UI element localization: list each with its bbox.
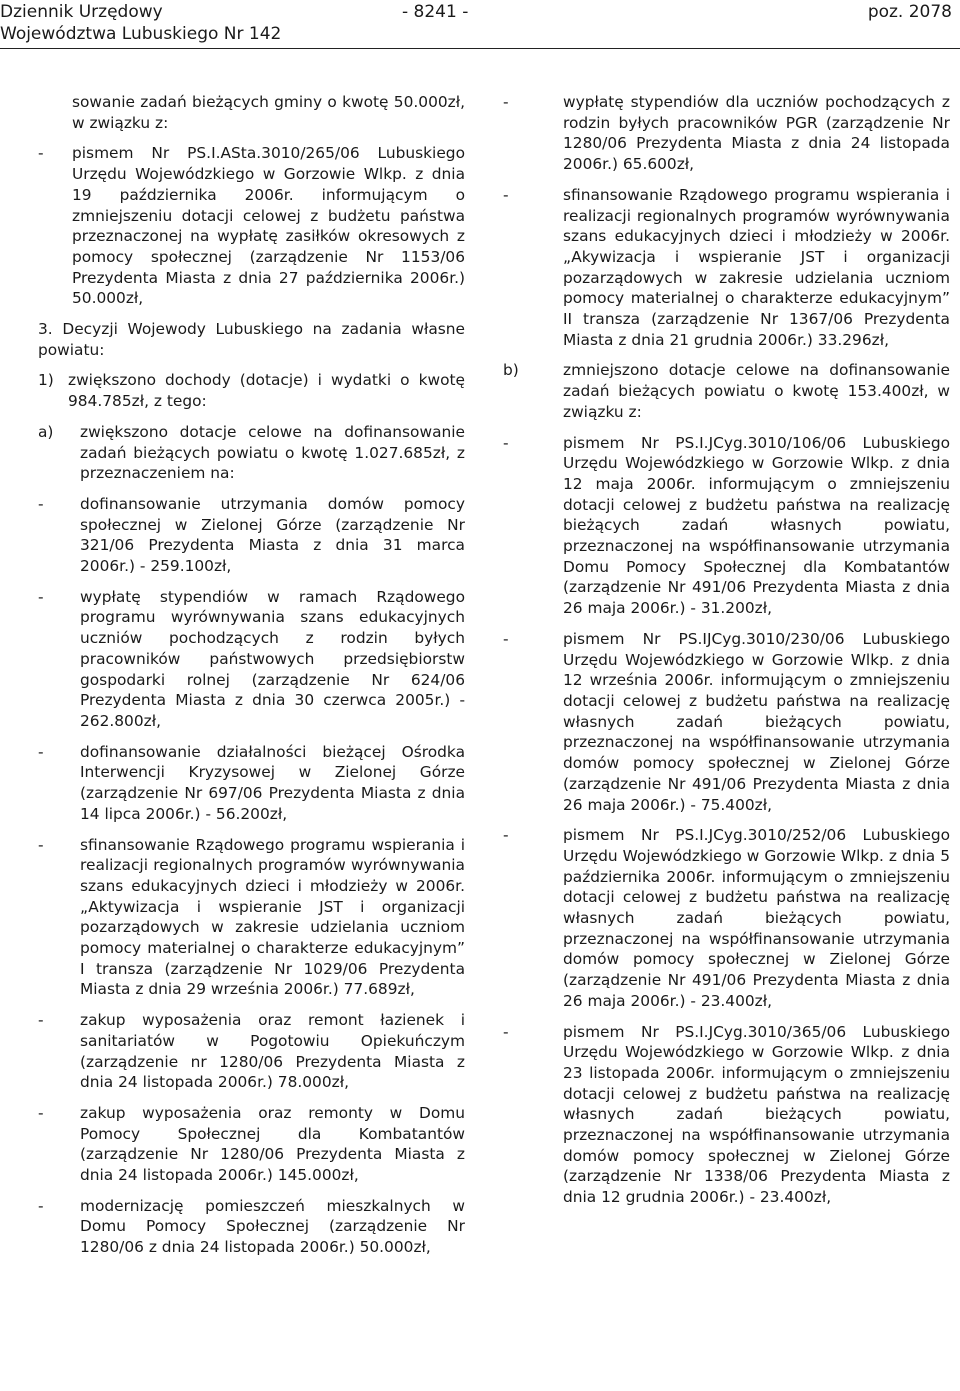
- item-text: pismem Nr PS.I.ASta.3010/265/06 Lubuskiego Urzędu Wojewódzkiego w Gorzowie Wlkp. z dnia 19 października 2006r. informującym o zmniejszeniu dotacji celowej z budżetu państwa przeznaczonej na wypłatę zasiłków okresowych z pomocy społecznej (zarządzenie Nr 1153/06 Prezydenta Miasta z dnia 27 października 2006r.) 50.000zł,: [72, 144, 465, 308]
- journal-title: Dziennik Urzędowy: [0, 2, 163, 22]
- item-text: sfinansowanie Rządowego programu wspierania i realizacji regionalnych programów wyrównywania szans edukacyjnych dzieci i młodzieży w 2006r. „Aktywizacja i wspieranie JST i organizacji pozarządowych w zakresie udzielania uczniom pomocy materialnej o charakterze edukacyjnym” I transza (zarządzenie Nr 1029/06 Prezydenta Miasta z dnia 29 września 2006r.) 77.689zł,: [80, 835, 465, 999]
- list-item: [38, 370, 465, 411]
- item-text: wypłatę stypendiów w ramach Rządowego programu wyrównywania szans edukacyjnych uczniów pochodzących z rodzin byłych pracowników państwowych przedsiębiorstw gospodarki rolnej (zarządzenie Nr 624/06 Prezydenta Miasta z dnia 30 czerwca 2005r.) - 262.800zł,: [80, 587, 465, 730]
- item-text: zwiększono dotacje celowe na dofinansowanie zadań bieżących powiatu o kwotę 1.027.685zł, z przeznaczeniem na:: [80, 422, 465, 483]
- list-item: [38, 587, 465, 732]
- list-item: [38, 143, 465, 309]
- list-item: [503, 92, 950, 175]
- list-item: [503, 825, 950, 1011]
- item-text: zakup wyposażenia oraz remont łazienek i sanitariatów w Pogotowiu Opiekuńczym (zarządzenie nr 1280/06 Prezydenta Miasta z dnia 24 listopada 2006r.) 78.000zł,: [80, 1011, 465, 1092]
- item-text: zwiększono dochody (dotacje) i wydatki o kwotę 984.785zł, z tego:: [68, 371, 465, 411]
- list-marker: b): [503, 361, 519, 380]
- item-text: sfinansowanie Rządowego programu wspierania i realizacji regionalnych programów wyrównywania szans edukacyjnych dzieci i młodzieży w 2006r. „Akywizacja i wspieranie JST i organizacji pozarządowych w zakresie udzielania uczniom pomocy materialnej o charakterze edukacyjnym” II transza (zarządzenie Nr 1367/06 Prezydenta Miasta z dnia 21 grudnia 2006r.) 33.296zł,: [563, 185, 950, 349]
- list-item: [503, 360, 950, 422]
- paragraph-gap: [503, 350, 950, 360]
- list-marker: 1): [38, 371, 54, 390]
- item-text: wypłatę stypendiów dla uczniów pochodzących z rodzin byłych pracowników PGR (zarządzenie Nr 1280/06 Prezydenta Miasta z dnia 24 listopada 2006r.) 65.600zł,: [563, 93, 950, 174]
- page-number: - 8241 -: [402, 2, 469, 22]
- list-marker: -: [38, 587, 44, 606]
- list-item: [38, 835, 465, 1001]
- paragraph-gap: [38, 133, 465, 143]
- list-item: [503, 1022, 950, 1208]
- item-text: 3. Decyzji Wojewody Lubuskiego na zadania własne powiatu:: [38, 320, 465, 359]
- paragraph: [38, 319, 465, 360]
- list-marker: -: [38, 1103, 44, 1122]
- list-marker: -: [503, 629, 509, 648]
- list-marker: -: [503, 433, 509, 452]
- paragraph-gap: [503, 423, 950, 433]
- position-number: poz. 2078: [867, 2, 952, 22]
- left-column: [38, 92, 465, 1258]
- item-text: sowanie zadań bieżących gminy o kwotę 50.000zł, w związku z:: [72, 93, 465, 132]
- paragraph-gap: [38, 309, 465, 319]
- list-item: [38, 1103, 465, 1186]
- list-item: [503, 433, 950, 619]
- paragraph-gap: [38, 360, 465, 370]
- paragraph-gap: [38, 1186, 465, 1196]
- list-item: [38, 742, 465, 825]
- list-item: [38, 1196, 465, 1258]
- paragraph-gap: [38, 732, 465, 742]
- paragraph-gap: [503, 175, 950, 185]
- paragraph: [38, 92, 465, 133]
- list-marker: -: [38, 494, 44, 513]
- list-marker: -: [38, 742, 44, 761]
- header-divider: [0, 48, 960, 49]
- journal-issue: Województwa Lubuskiego Nr 142: [0, 24, 282, 44]
- list-marker: -: [38, 835, 44, 854]
- item-text: pismem Nr PS.IJCyg.3010/230/06 Lubuskiego Urzędu Wojewódzkiego w Gorzowie Wlkp. z dnia 12 września 2006r. informującym o zmniejszeniu dotacji celowej z budżetu państwa na realizację własnych zadań bieżących powiatu, przeznaczonej na współfinansowanie utrzymania domów pomocy społecznej w Zielonej Górze (zarządzenie Nr 491/06 Prezydenta Miasta z dnia 26 maja 2006r.) - 75.400zł,: [563, 629, 950, 814]
- paragraph-gap: [38, 577, 465, 587]
- paragraph-gap: [38, 484, 465, 494]
- list-item: [503, 185, 950, 351]
- list-marker: -: [503, 1022, 509, 1041]
- item-text: modernizację pomieszczeń mieszkalnych w Domu Pomocy Społecznej (zarządzenie Nr 1280/06 z dnia 24 listopada 2006r.) 50.000zł,: [80, 1196, 465, 1257]
- item-text: dofinansowanie działalności bieżącej Ośrodka Interwencji Kryzysowej w Zielonej Górze (zarządzenie Nr 697/06 Prezydenta Miasta z dnia 14 lipca 2006r.) - 56.200zł,: [80, 742, 465, 823]
- item-text: pismem Nr PS.I.JCyg.3010/252/06 Lubuskiego Urzędu Wojewódzkiego w Gorzowie Wlkp. z dnia 5 października 2006r. informującym o zmniejszeniu dotacji celowej z budżetu państwa na realizację własnych zadań bieżących powiatu, przeznaczonej na współfinansowanie utrzymania domów pomocy społecznej w Zielonej Górze (zarządzenie Nr 491/06 Prezydenta Miasta z dnia 26 maja 2006r.) - 23.400zł,: [563, 826, 950, 1010]
- list-marker: -: [503, 826, 509, 845]
- paragraph-gap: [503, 815, 950, 825]
- list-marker: -: [38, 1196, 44, 1215]
- item-text: zmniejszono dotacje celowe na dofinansowanie zadań bieżących powiatu o kwotę 153.400zł, w związku z:: [563, 361, 950, 421]
- paragraph-gap: [38, 1000, 465, 1010]
- list-marker: -: [503, 185, 509, 204]
- paragraph-gap: [503, 619, 950, 629]
- list-item: [38, 1010, 465, 1093]
- list-marker: a): [38, 422, 54, 441]
- paragraph-gap: [38, 825, 465, 835]
- item-text: pismem Nr PS.I.JCyg.3010/106/06 Lubuskiego Urzędu Wojewódzkiego w Gorzowie Wlkp. z dnia 12 maja 2006r. informującym o zmniejszeniu dotacji celowej z budżetu państwa na realizację bieżących zadań własnych powiatu, przeznaczonej na współfinansowanie utrzymania Domu Pomocy Społecznej dla Kombatantów (zarządzenie Nr 491/06 Prezydenta Miasta z dnia 26 maja 2006r.) - 31.200zł,: [563, 433, 950, 618]
- paragraph-gap: [38, 412, 465, 422]
- right-column: [503, 92, 950, 1208]
- list-marker: -: [38, 144, 44, 163]
- list-item: [38, 422, 465, 484]
- list-marker: -: [38, 1011, 44, 1030]
- list-item: [38, 494, 465, 577]
- list-item: [503, 629, 950, 815]
- item-text: zakup wyposażenia oraz remonty w Domu Pomocy Społecznej dla Kombatantów (zarządzenie Nr 1280/06 Prezydenta Miasta z dnia 24 listopada 2006r.) 145.000zł,: [80, 1103, 465, 1185]
- paragraph-gap: [503, 1012, 950, 1022]
- list-marker: -: [503, 93, 509, 111]
- item-text: pismem Nr PS.I.JCyg.3010/365/06 Lubuskiego Urzędu Wojewódzkiego w Gorzowie Wlkp. z dnia 23 listopada 2006r. informującym o zmniejszeniu dotacji celowej z budżetu państwa na realizację własnych zadań bieżących powiatu, przeznaczonej na współfinansowanie utrzymania domów pomocy społecznej w Zielonej Górze (zarządzenie Nr 1338/06 Prezydenta Miasta z dnia 12 grudnia 2006r.) - 23.400zł,: [563, 1022, 950, 1207]
- paragraph-gap: [38, 1093, 465, 1103]
- item-text: dofinansowanie utrzymania domów pomocy społecznej w Zielonej Górze (zarządzenie Nr 321/06 Prezydenta Miasta z dnia 31 marca 2006r.) - 259.100zł,: [80, 494, 465, 576]
